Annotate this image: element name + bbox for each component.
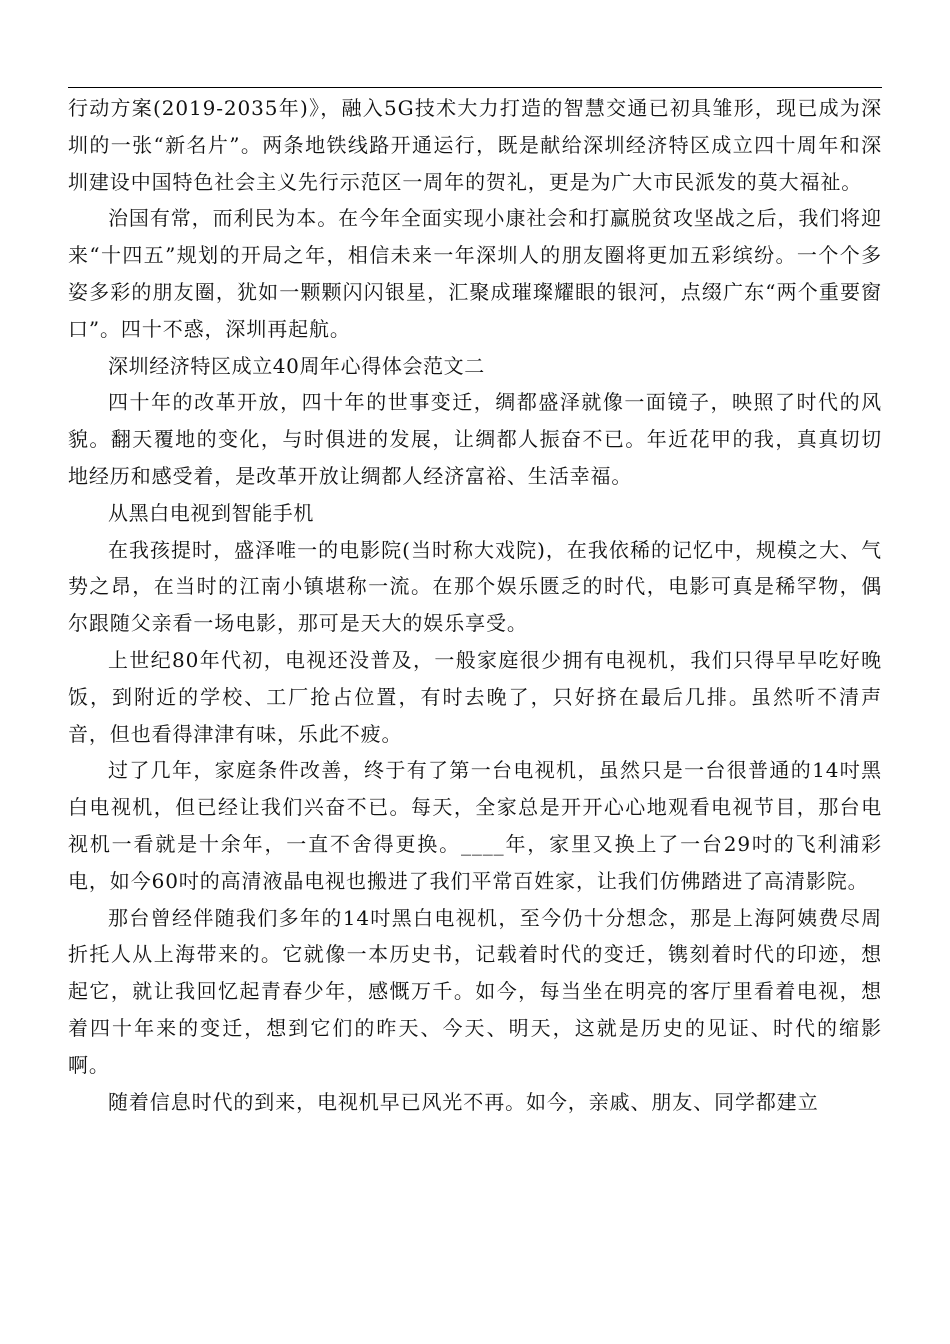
paragraph: 四十年的改革开放，四十年的世事变迁，绸都盛泽就像一面镜子，映照了时代的风貌。翻天覆地的变化，与时俱进的发展，让绸都人振奋不已。年近花甲的我，真真切切地经历和感受着，是改革开放让绸都人经济富裕、生活幸福。	[68, 390, 882, 488]
section-subheading: 从黑白电视到智能手机	[108, 500, 314, 525]
section-heading: 深圳经济特区成立40周年心得体会范文二	[108, 353, 485, 378]
paragraph: 过了几年，家庭条件改善，终于有了第一台电视机，虽然只是一台很普通的14吋黑白电视机，但已经让我们兴奋不已。每天，全家总是开开心心地观看电视节目，那台电视机一看就是十余年，一直不舍得更换。____年，家里又换上了一台29吋的飞利浦彩电，如今60吋的高清液晶电视也搬进了我们平常百姓家，让我们仿佛踏进了高清影院。	[68, 758, 882, 893]
paragraph: 那台曾经伴随我们多年的14吋黑白电视机，至今仍十分想念，那是上海阿姨费尽周折托人从上海带来的。它就像一本历史书，记载着时代的变迁，镌刻着时代的印迹，想起它，就让我回忆起青春少年，感慨万千。如今，每当坐在明亮的客厅里看着电视，想着四十年来的变迁，想到它们的昨天、今天、明天，这就是历史的见证、时代的缩影啊。	[68, 905, 882, 1077]
header-rule	[68, 87, 882, 88]
paragraph: 在我孩提时，盛泽唯一的电影院(当时称大戏院)，在我依稀的记忆中，规模之大、气势之昂，在当时的江南小镇堪称一流。在那个娱乐匮乏的时代，电影可真是稀罕物，偶尔跟随父亲看一场电影，那可是天大的娱乐享受。	[68, 537, 882, 636]
paragraph: 治国有常，而利民为本。在今年全面实现小康社会和打赢脱贫攻坚战之后，我们将迎来“十四五”规划的开局之年，相信未来一年深圳人的朋友圈将更加五彩缤纷。一个个多姿多彩的朋友圈，犹如一颗颗闪闪银星，汇聚成璀璨耀眼的银河，点缀广东“两个重要窗口”。四十不惑，深圳再起航。	[68, 206, 882, 341]
paragraph-continuation: 行动方案(2019-2035年)》，融入5G技术大力打造的智慧交通已初具雏形，现已成为深圳的一张“新名片”。两条地铁线路开通运行，既是献给深圳经济特区成立四十周年和深圳建设中国特色社会主义先行示范区一周年的贺礼，更是为广大市民派发的莫大福祉。	[68, 96, 882, 194]
paragraph: 上世纪80年代初，电视还没普及，一般家庭很少拥有电视机，我们只得早早吃好晚饭，到附近的学校、工厂抢占位置，有时去晚了，只好挤在最后几排。虽然听不清声音，但也看得津津有味，乐此不疲。	[68, 647, 882, 746]
paragraph: 随着信息时代的到来，电视机早已风光不再。如今，亲戚、朋友、同学都建立	[108, 1089, 819, 1114]
document-body	[68, 90, 882, 1120]
